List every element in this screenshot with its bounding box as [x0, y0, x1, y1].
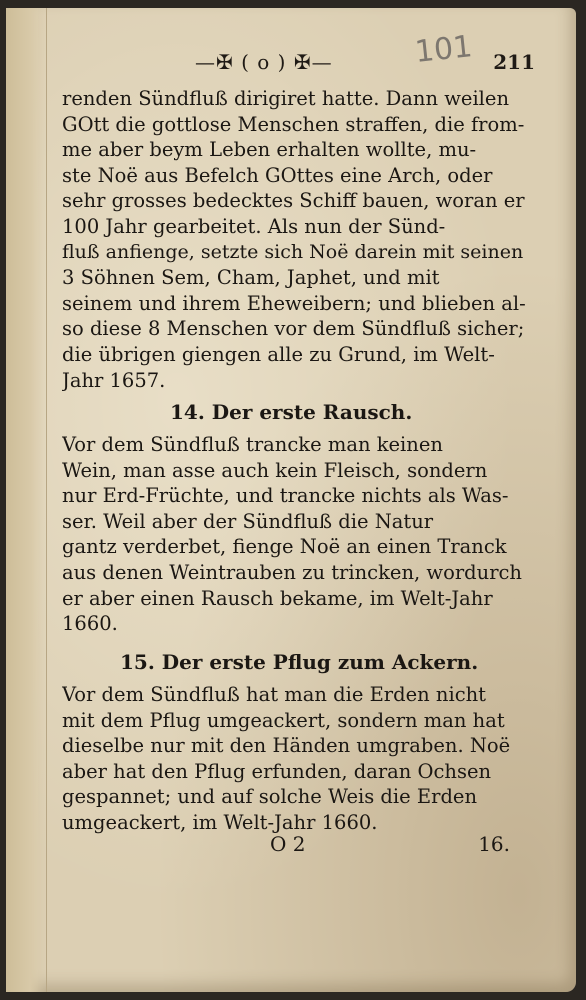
signature-mark: O 2	[270, 832, 306, 856]
page-number: 211	[493, 50, 535, 74]
text-line: ser. Weil aber der Sündfluß die Natur	[62, 509, 434, 533]
text-line: 1660.	[62, 612, 118, 636]
text-line: Vor dem Sündfluß trancke man keinen	[62, 433, 443, 456]
section-15-text	[62, 682, 532, 836]
text-line: aus denen Weintrauben zu trincken, wordurch	[62, 560, 522, 584]
section-14-text	[62, 432, 532, 637]
running-header	[195, 50, 535, 80]
section-heading-15: 15. Der erste Pflug zum Ackern.	[120, 650, 479, 674]
text-line: gespannet; und auf solche Weis die Erden	[62, 785, 478, 809]
text-line: er aber einen Rausch bekame, im Welt-Jahr	[62, 586, 493, 610]
text-line: gantz verderbet, fienge Noë an einen Tranck	[62, 535, 507, 559]
text-line: Wein, man asse auch kein Fleisch, sondern	[62, 458, 488, 482]
text-line: so diese 8 Menschen vor dem Sündfluß sicher;	[62, 317, 525, 341]
text-line: fluß anfienge, setzte sich Noë darein mit seinen	[62, 240, 524, 263]
text-line: seinem und ihrem Eheweibern; und blieben al-	[62, 291, 526, 315]
section-13-text	[62, 86, 532, 393]
text-line: renden Sündfluß dirigiret hatte. Dann weilen	[62, 87, 510, 110]
text-line: umgeackert, im Welt-Jahr 1660.	[62, 810, 378, 834]
catchword: 16.	[478, 832, 510, 856]
page-spine-edge	[6, 8, 47, 992]
text-line: die übrigen giengen alle zu Grund, im Welt-	[62, 342, 495, 366]
text-line: 100 Jahr gearbeitet. Als nun der Sünd-	[62, 214, 446, 238]
text-line: me aber beym Leben erhalten wollte, mu-	[62, 138, 477, 162]
text-line: aber hat den Pflug erfunden, daran Ochsen	[62, 759, 492, 783]
text-line: sehr grosses bedecktes Schiff bauen, woran er	[62, 189, 525, 213]
text-line: nur Erd-Früchte, und trancke nichts als Was-	[62, 484, 509, 508]
text-line: GOtt die gottlose Menschen straffen, die from-	[62, 112, 525, 136]
section-heading-14: 14. Der erste Rausch.	[170, 400, 413, 424]
text-line: ste Noë aus Befelch GOttes eine Arch, oder	[62, 163, 493, 187]
header-ornament: —✠ ( o ) ✠—	[195, 50, 333, 74]
text-line: 3 Söhnen Sem, Cham, Japhet, und mit	[62, 266, 440, 290]
handwritten-pencil-number: 101	[413, 29, 474, 70]
text-line: mit dem Pflug umgeackert, sondern man hat	[62, 708, 505, 732]
text-line: dieselbe nur mit den Händen umgraben. Noë	[62, 734, 511, 758]
text-line: Vor dem Sündfluß hat man die Erden nicht	[62, 683, 487, 706]
text-line: Jahr 1657.	[62, 368, 166, 392]
